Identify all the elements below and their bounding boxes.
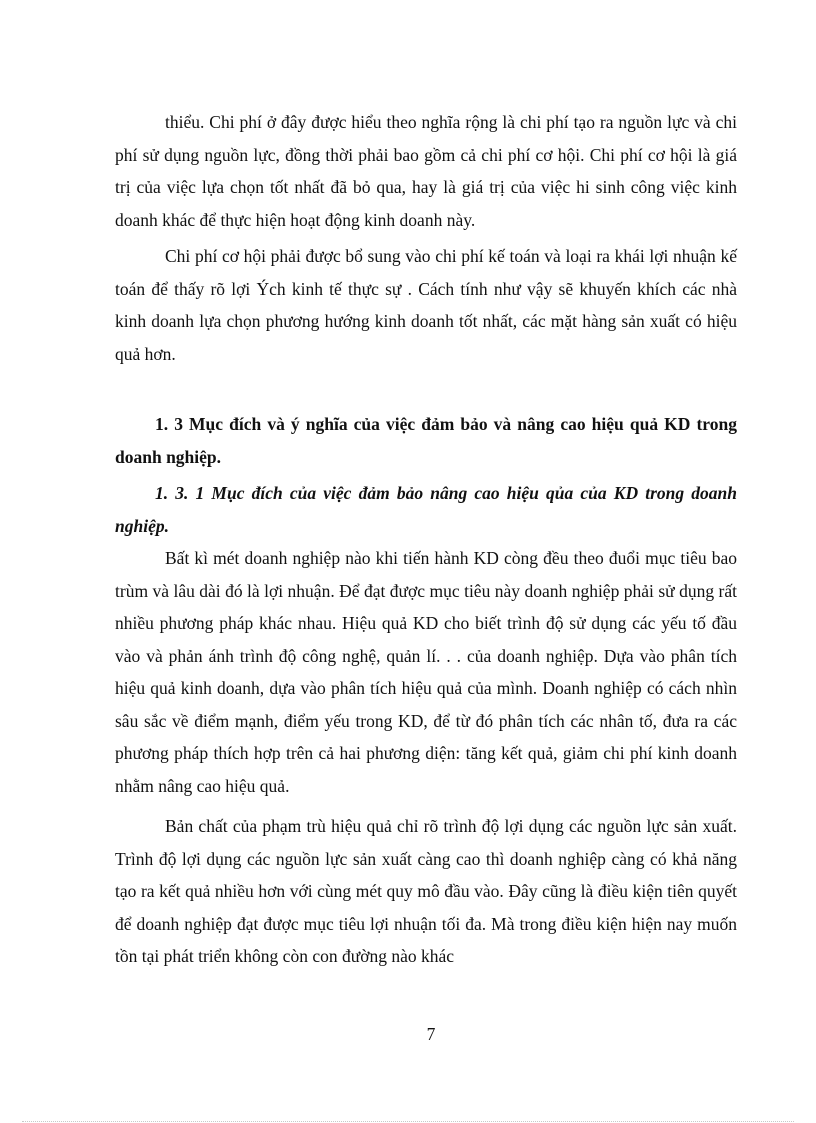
page-number: 7 — [426, 1024, 436, 1044]
paragraph-business-objective: Bất kì mét doanh nghiệp nào khi tiến hành KD còng đều theo đuổi mục tiêu bao trùm và lâu dài đó là lợi nhuận. Để đạt được mục tiêu này doanh nghiệp phải sử dụng rất nhiều phương pháp khác nhau. Hiệu quả KD cho biết trình độ sử dụng các yếu tố đầu vào và phản ánh trình độ công nghệ, quản lí. . . của doanh nghiệp. Dựa vào phân tích hiệu quả kinh doanh, dựa vào phân tích hiệu quả của mình. Doanh nghiệp có cách nhìn sâu sắc về điểm mạnh, điểm yếu trong KD, để từ đó phân tích các nhân tố, đưa ra các phương pháp thích hợp trên cả hai phương diện: tăng kết quả, giảm chi phí kinh doanh nhằm nâng cao hiệu quả. — [115, 548, 737, 796]
heading-section-1-3: 1. 3 Mục đích và ý nghĩa của việc đảm bảo và nâng cao hiệu quả KD trong doanh nghiệp. — [115, 414, 737, 467]
page-bottom-divider — [22, 1121, 794, 1122]
paragraph-efficiency-nature: Bản chất của phạm trù hiệu quả chỉ rõ trình độ lợi dụng các nguồn lực sản xuất. Trình độ lợi dụng các nguồn lực sản xuất càng cao thì doanh nghiệp càng có khả năng tạo ra kết quả nhiều hơn với cùng mét quy mô đầu vào. Đây cũng là điều kiện tiên quyết để doanh nghiệp đạt được mục tiêu lợi nhuận tối đa. Mà trong điều kiện hiện nay muốn tồn tại phát triển không còn con đường nào khác — [115, 816, 737, 966]
heading-section-1-3-1: 1. 3. 1 Mục đích của việc đảm bảo nâng cao hiệu qủa của KD trong doanh nghiệp. — [115, 483, 737, 536]
document-body — [115, 106, 737, 973]
paragraph-opportunity-cost-intro: thiểu. Chi phí ở đây được hiểu theo nghĩa rộng là chi phí tạo ra nguồn lực và chi phí sử dụng nguồn lực, đồng thời phải bao gồm cả chi phí cơ hội. Chi phí cơ hội là giá trị của việc lựa chọn tốt nhất đã bỏ qua, hay là giá trị của việc hi sinh công việc kinh doanh khác để thực hiện hoạt động kinh doanh này. — [115, 112, 737, 230]
paragraph-opportunity-cost-accounting: Chi phí cơ hội phải được bổ sung vào chi phí kế toán và loại ra khái lợi nhuận kế toán để thấy rõ lợi Ých kinh tế thực sự . Cách tính như vậy sẽ khuyến khích các nhà kinh doanh lựa chọn phương hướng kinh doanh tốt nhất, các mặt hàng sản xuất có hiệu quả hơn. — [115, 246, 737, 364]
